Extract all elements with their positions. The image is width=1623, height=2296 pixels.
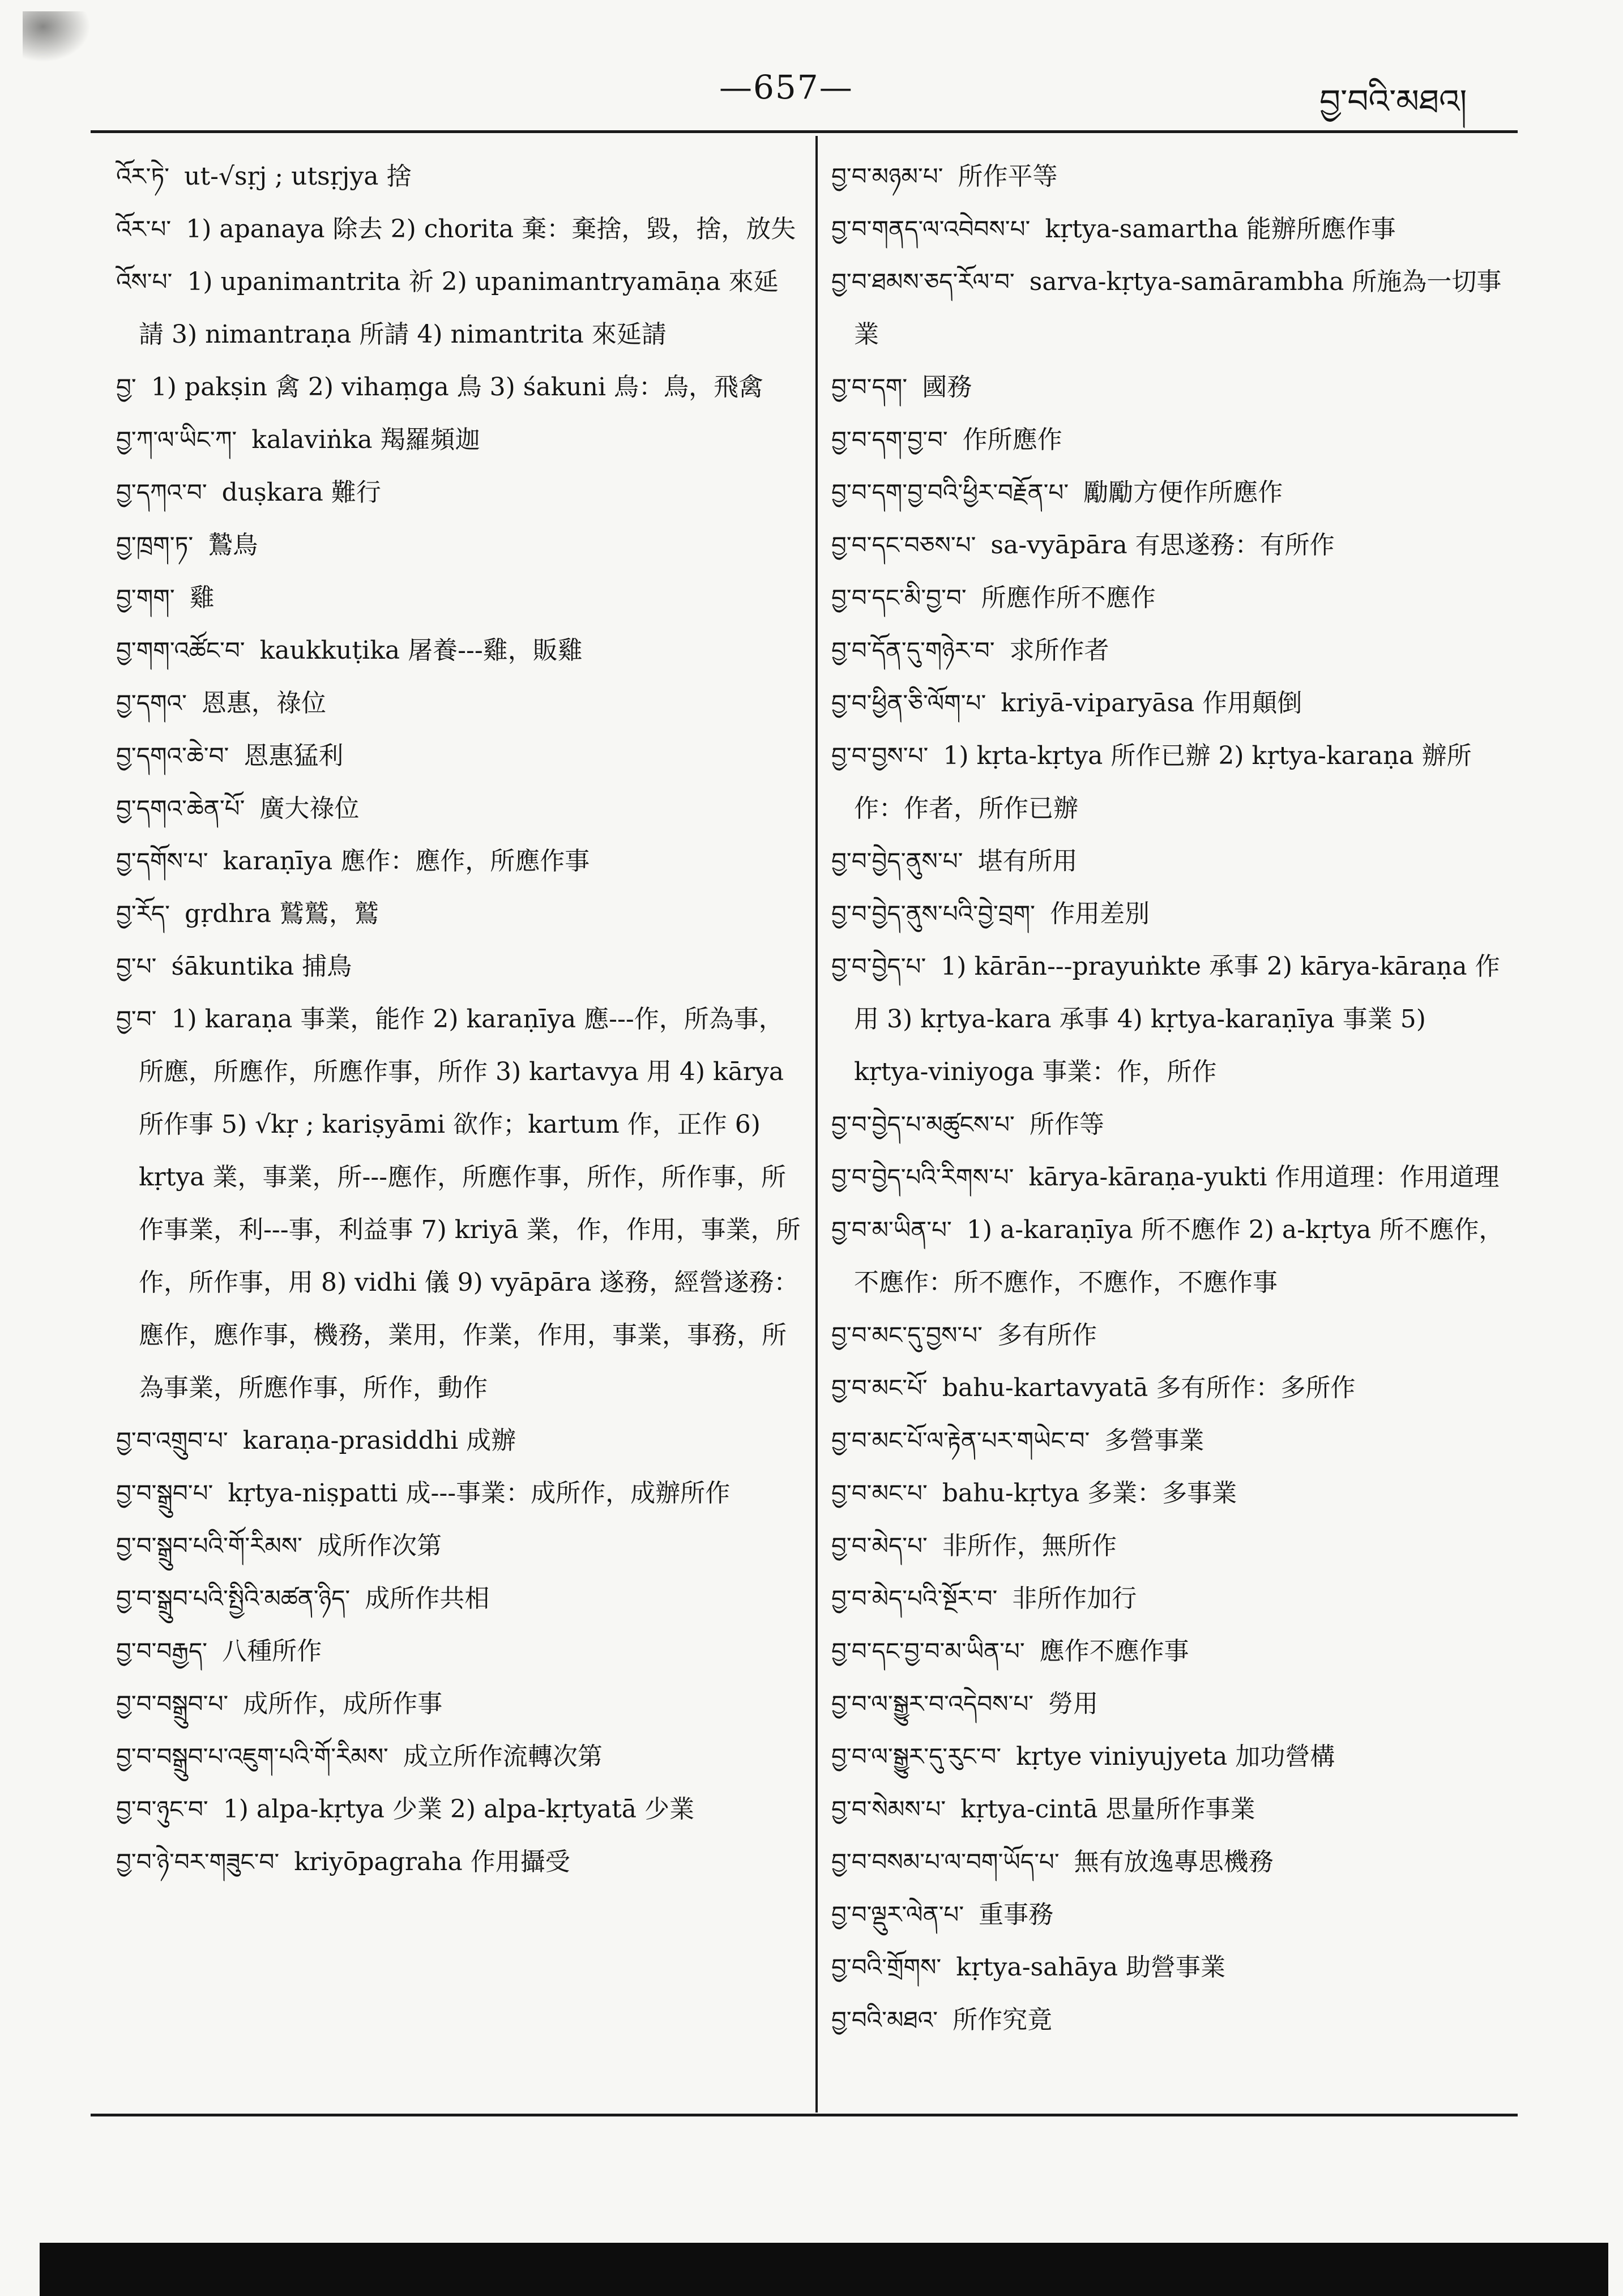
tibetan-headword: བྱ་བའི་གྲོགས་	[831, 1953, 942, 1981]
tibetan-headword: བྱ་བ་	[116, 1005, 157, 1033]
dictionary-entry	[831, 1678, 1505, 1730]
entry-gloss: 恩惠猛利	[244, 741, 344, 770]
tibetan-headword: བྱ་དགའ་	[116, 689, 187, 717]
dictionary-entry	[116, 940, 801, 993]
dictionary-entry	[116, 1414, 801, 1467]
dictionary-entry	[831, 729, 1505, 835]
entry-gloss: bahu-kartavyatā 多有所作：多所作	[942, 1373, 1356, 1402]
entry-gloss: ut-√sṛj ; utsṛjya 捨	[184, 162, 412, 191]
entry-gloss: 非所作加行	[1012, 1584, 1137, 1613]
dictionary-entry	[831, 1362, 1505, 1414]
dictionary-entry	[116, 1467, 801, 1520]
dictionary-entry	[116, 1730, 801, 1783]
entry-gloss: 雞	[189, 583, 215, 612]
entry-gloss: kalaviṅka 羯羅頻迦	[251, 425, 480, 454]
entry-gloss: 八種所作	[222, 1637, 322, 1666]
dictionary-entry	[116, 1625, 801, 1678]
entry-gloss: gṛdhra 鷲鷲，鷲	[185, 899, 379, 928]
dictionary-entry	[831, 1783, 1505, 1836]
left-column	[116, 150, 801, 1888]
dictionary-entry	[831, 1836, 1505, 1888]
page-number: —657—	[719, 68, 853, 106]
scan-edge-band	[40, 2243, 1608, 2296]
dictionary-entry	[116, 1520, 801, 1572]
tibetan-headword: བྱ་པ་	[116, 953, 157, 980]
tibetan-headword: བྱ་བ་དང་མི་བྱ་བ་	[831, 584, 967, 612]
tibetan-headword: བྱ་	[116, 373, 136, 401]
tibetan-headword: བྱ་བ་སྒྲུབ་པའི་སྤྱིའི་མཚན་ཉིད་	[116, 1585, 351, 1612]
tibetan-headword: བྱ་བ་སེམས་པ་	[831, 1795, 946, 1823]
dictionary-entry	[116, 1836, 801, 1888]
dictionary-entry	[116, 203, 801, 255]
tibetan-headword: འོས་པ་	[116, 268, 173, 296]
entry-gloss: kṛtya-samartha 能辦所應作事	[1045, 215, 1396, 244]
tibetan-headword: བྱ་བ་ཐམས་ཅད་རོལ་བ་	[831, 268, 1015, 296]
tibetan-headword: བྱ་བ་བསམ་པ་ལ་བག་ཡོད་པ་	[831, 1848, 1060, 1876]
tibetan-headword: བྱ་བ་མཉམ་པ་	[831, 163, 943, 190]
entry-gloss: 堪有所用	[977, 847, 1078, 876]
dictionary-entry	[831, 1414, 1505, 1467]
dictionary-entry	[116, 413, 801, 466]
tibetan-headword: བྱ་བ་བྱེད་པ་མཚུངས་པ་	[831, 1111, 1015, 1138]
tibetan-headword: འོར་པ་	[116, 215, 172, 243]
tibetan-headword: བྱ་བ་མང་པོ་ལ་རྟེན་པར་གཡེང་བ་	[831, 1427, 1090, 1454]
entry-gloss: karaṇīya 應作：應作，所應作事	[223, 847, 590, 876]
tibetan-headword: བྱ་བ་མེད་པ་	[831, 1532, 928, 1560]
dictionary-entry	[116, 519, 801, 571]
dictionary-entry	[831, 203, 1505, 255]
entry-gloss: 勞用	[1048, 1689, 1099, 1718]
tibetan-headword: བྱ་བ་མང་པ་	[831, 1479, 928, 1507]
entry-gloss: 1) kārān---prayuṅkte 承事 2) kārya-kāraṇa 作用 3) kṛtya-kara 承事 4) kṛtya-karaṇīya 事業 5) kṛtya-viniyoga 事業：作，所作	[854, 952, 1500, 1086]
dictionary-entry	[116, 255, 801, 361]
tibetan-headword: བྱ་ཁྲག་ཏ་	[116, 531, 194, 559]
tibetan-headword: བྱ་གག་འཚོང་བ་	[116, 637, 245, 664]
entry-gloss: 鷙鳥	[208, 531, 258, 560]
entry-gloss: sarva-kṛtya-samārambha 所施為一切事業	[854, 267, 1502, 349]
entry-gloss: sa-vyāpāra 有思遂務：有所作	[990, 531, 1335, 560]
dictionary-entry	[831, 835, 1505, 887]
entry-gloss: kṛtya-cintā 思量所作事業	[960, 1795, 1255, 1824]
tibetan-headword: བྱ་བ་མ་ཡིན་པ་	[831, 1216, 952, 1244]
tibetan-headword: བྱ་བ་བསྒྲུབ་པ་འཇུག་པའི་གོ་རིམས་	[116, 1743, 388, 1770]
dictionary-entry	[831, 1625, 1505, 1678]
entry-gloss: kaukkuṭika 屠養---雞，販雞	[259, 636, 583, 665]
entry-gloss: 成所作，成所作事	[243, 1689, 443, 1718]
dictionary-entry	[116, 729, 801, 782]
dictionary-entry	[116, 361, 801, 413]
dictionary-entry	[831, 1204, 1505, 1309]
tibetan-headword: བྱ་བ་མང་པོ་	[831, 1374, 928, 1402]
entry-gloss: 成立所作流轉次第	[403, 1742, 603, 1771]
tibetan-headword: བྱ་བ་ལ་སྒྱུར་དུ་རུང་བ་	[831, 1743, 1002, 1770]
column-divider	[815, 136, 818, 2113]
tibetan-headword: བྱ་བ་བྱེད་ནུས་པའི་བྱེ་བྲག་	[831, 900, 1035, 928]
tibetan-headword: བྱ་བ་ཉེ་བར་གཟུང་བ་	[116, 1848, 280, 1876]
tibetan-headword: བྱ་གག་	[116, 584, 175, 612]
tibetan-headword: བྱ་བ་བྱེད་པ་	[831, 953, 926, 980]
entry-gloss: 應作不應作事	[1039, 1637, 1189, 1666]
entry-gloss: 勵勵方便作所應作	[1083, 478, 1283, 507]
dictionary-entry	[831, 887, 1505, 940]
entry-gloss: 1) alpa-kṛtya 少業 2) alpa-kṛtyatā 少業	[223, 1795, 695, 1824]
dictionary-entry	[831, 519, 1505, 571]
dictionary-entry	[831, 1994, 1505, 2046]
tibetan-headword: བྱ་བ་དོན་དུ་གཉེར་བ་	[831, 637, 995, 664]
dictionary-entry	[831, 1520, 1505, 1572]
dictionary-entry	[116, 835, 801, 887]
dictionary-entry	[116, 887, 801, 940]
dictionary-entry	[116, 1678, 801, 1730]
entry-gloss: 成所作共相	[365, 1584, 490, 1613]
dictionary-entry	[116, 150, 801, 203]
dictionary-entry	[116, 1783, 801, 1836]
tibetan-headword: བྱ་བ་དག་བྱ་བ་	[831, 426, 948, 454]
tibetan-headword: བྱ་དཀའ་བ་	[116, 479, 207, 506]
entry-gloss: kṛtye viniyujyeta 加功營構	[1016, 1742, 1335, 1771]
dictionary-entry	[831, 1098, 1505, 1151]
tibetan-headword: བྱ་བ་འགྲུབ་པ་	[116, 1427, 228, 1454]
entry-gloss: 所應作所不應作	[981, 583, 1156, 612]
dictionary-entry	[831, 255, 1505, 361]
entry-gloss: 所作等	[1029, 1110, 1104, 1139]
dictionary-entry	[831, 940, 1505, 1098]
tibetan-headword: བྱ་རོད་	[116, 900, 170, 928]
entry-gloss: 求所作者	[1009, 636, 1109, 665]
tibetan-headword: བྱ་བ་ཉུང་བ་	[116, 1795, 208, 1823]
tibetan-headword: བྱ་ཀ་ལ་ཡིང་ཀ་	[116, 426, 237, 454]
tibetan-headword: བྱ་བ་དང་བྱ་བ་མ་ཡིན་པ་	[831, 1637, 1025, 1665]
tibetan-headword: བྱ་བ་སྒྲུབ་པ་	[116, 1479, 213, 1507]
tibetan-headword: བྱ་བའི་མཐའ་	[831, 2006, 938, 2034]
dictionary-entry	[831, 571, 1505, 624]
entry-gloss: 成所作次第	[317, 1531, 442, 1560]
entry-gloss: bahu-kṛtya 多業：多事業	[942, 1479, 1237, 1508]
entry-gloss: 非所作，無所作	[942, 1531, 1117, 1560]
entry-gloss: 所作究竟	[953, 2005, 1053, 2034]
right-column	[831, 150, 1505, 2046]
tibetan-headword: བྱ་བ་གནད་ལ་འབེབས་པ་	[831, 215, 1031, 243]
tibetan-headword: བྱ་བ་མེད་པའི་སྔོར་བ་	[831, 1585, 998, 1612]
dictionary-entry	[116, 571, 801, 624]
entry-gloss: karaṇa-prasiddhi 成辦	[242, 1426, 516, 1455]
tibetan-headword: བྱ་བ་དག་བྱ་བའི་ཕྱིར་བརྗོན་པ་	[831, 479, 1069, 506]
tibetan-headword: བྱ་བ་བྱེད་ནུས་པ་	[831, 847, 963, 875]
tibetan-headword: བྱ་དགའ་ཆེན་པོ་	[116, 795, 245, 822]
entry-gloss: kriyōpagraha 作用攝受	[294, 1847, 570, 1876]
scan-speck	[23, 11, 91, 62]
tibetan-headword: བྱ་བ་བྱས་པ་	[831, 742, 929, 770]
dictionary-entry	[831, 1730, 1505, 1783]
dictionary-entry	[116, 993, 801, 1414]
dictionary-entry	[831, 1467, 1505, 1520]
tibetan-headword: བྱ་དགོས་པ་	[116, 847, 208, 875]
entry-gloss: kṛtya-niṣpatti 成---事業：成所作，成辦所作	[228, 1479, 731, 1508]
dictionary-entry	[831, 413, 1505, 466]
dictionary-entry	[116, 782, 801, 835]
tibetan-headword: བྱ་བ་བསྒྲུབ་པ་	[116, 1690, 229, 1718]
entry-gloss: 1) upanimantrita 祈 2) upanimantryamāṇa 來延請 3) nimantraṇa 所請 4) nimantrita 來延請	[139, 267, 779, 349]
dictionary-entry	[831, 466, 1505, 519]
tibetan-headword: བྱ་བ་མང་དུ་བྱས་པ་	[831, 1321, 983, 1349]
entry-gloss: 1) pakṣin 禽 2) vihaṃga 鳥 3) śakuni 鳥：鳥，飛禽	[151, 373, 764, 402]
dictionary-entry	[116, 624, 801, 677]
entry-gloss: 重事務	[979, 1900, 1054, 1929]
dictionary-entry	[116, 466, 801, 519]
entry-gloss: 1) karaṇa 事業，能作 2) karaṇīya 應---作，所為事，所應，所應作，所應作事，所作 3) kartavya 用 4) kārya 所作事 5) √kṛ ; kariṣyāmi 欲作；kartum 作，正作 6) kṛtya 業，事業，所---應作，所應作事，所作，所作事，所作事業，利---事，利益事 7) kriyā 業，作，作用，事業，所作，所作事，用 8) vidhi 儀 9) vyāpāra 遂務，經營遂務：應作，應作事，機務，業用，作業，作用，事業，事務，所為事業，所應作事，所作，動作	[139, 1005, 801, 1402]
tibetan-headword: བྱ་བ་ལ་སྒྱུར་བ་འདེབས་པ་	[831, 1690, 1034, 1718]
entry-gloss: 1) apanaya 除去 2) chorita 棄：棄捨，毀，捨，放失	[186, 215, 796, 244]
tibetan-headword: བྱ་དགའ་ཆེ་བ་	[116, 742, 229, 770]
entry-gloss: 1) a-karaṇīya 所不應作 2) a-kṛtya 所不應作，不應作：所不應作，不應作，不應作事	[854, 1215, 1504, 1297]
tibetan-headword: བྱ་བ་བྱེད་པའི་རིགས་པ་	[831, 1163, 1014, 1191]
entry-gloss: 所作平等	[958, 162, 1058, 191]
tibetan-headword: བྱ་བ་དག་	[831, 373, 908, 401]
entry-gloss: 作用差別	[1049, 899, 1150, 928]
entry-gloss: 廣大祿位	[259, 794, 360, 823]
tibetan-headword: བྱ་བ་བརྒྱད་	[116, 1637, 208, 1665]
tibetan-headword: བྱ་བ་དང་བཅས་པ་	[831, 531, 976, 559]
tibetan-headword: བྱ་བ་ཕྱིན་ཅི་ལོག་པ་	[831, 689, 986, 717]
entry-gloss: kriyā-viparyāsa 作用顛倒	[1001, 689, 1302, 718]
entry-gloss: 作所應作	[962, 425, 1062, 454]
dictionary-entry	[831, 677, 1505, 729]
dictionary-entry	[831, 1151, 1505, 1204]
dictionary-entry	[831, 1941, 1505, 1994]
entry-gloss: kṛtya-sahāya 助營事業	[956, 1953, 1226, 1982]
dictionary-entry	[116, 1572, 801, 1625]
entry-gloss: śākuntika 捕鳥	[171, 952, 352, 981]
top-rule	[91, 130, 1518, 133]
tibetan-headword: བྱ་བ་སྒྲུབ་པའི་གོ་རིམས་	[116, 1532, 302, 1560]
running-head: བྱ་བའི་མཐའ།	[1319, 82, 1467, 121]
dictionary-entry	[831, 1888, 1505, 1941]
entry-gloss: 國務	[922, 373, 972, 402]
dictionary-entry	[116, 677, 801, 729]
dictionary-entry	[831, 1309, 1505, 1362]
dictionary-entry	[831, 150, 1505, 203]
bottom-rule	[91, 2114, 1518, 2116]
entry-gloss: 無有放逸專思機務	[1074, 1847, 1274, 1876]
dictionary-entry	[831, 1572, 1505, 1625]
entry-gloss: 1) kṛta-kṛtya 所作已辦 2) kṛtya-karaṇa 辦所作：作者，所作已辦	[854, 741, 1472, 823]
dictionary-entry	[831, 624, 1505, 677]
entry-gloss: duṣkara 難行	[221, 478, 381, 507]
tibetan-headword: བྱ་བ་ལྡུར་ལེན་པ་	[831, 1901, 964, 1928]
entry-gloss: kārya-kāraṇa-yukti 作用道理：作用道理	[1028, 1163, 1500, 1192]
entry-gloss: 多有所作	[997, 1321, 1097, 1350]
entry-gloss: 恩惠，祿位	[201, 689, 326, 718]
dictionary-entry	[831, 361, 1505, 413]
entry-gloss: 多營事業	[1104, 1426, 1205, 1455]
tibetan-headword: འོར་ཏེ་	[116, 163, 170, 190]
